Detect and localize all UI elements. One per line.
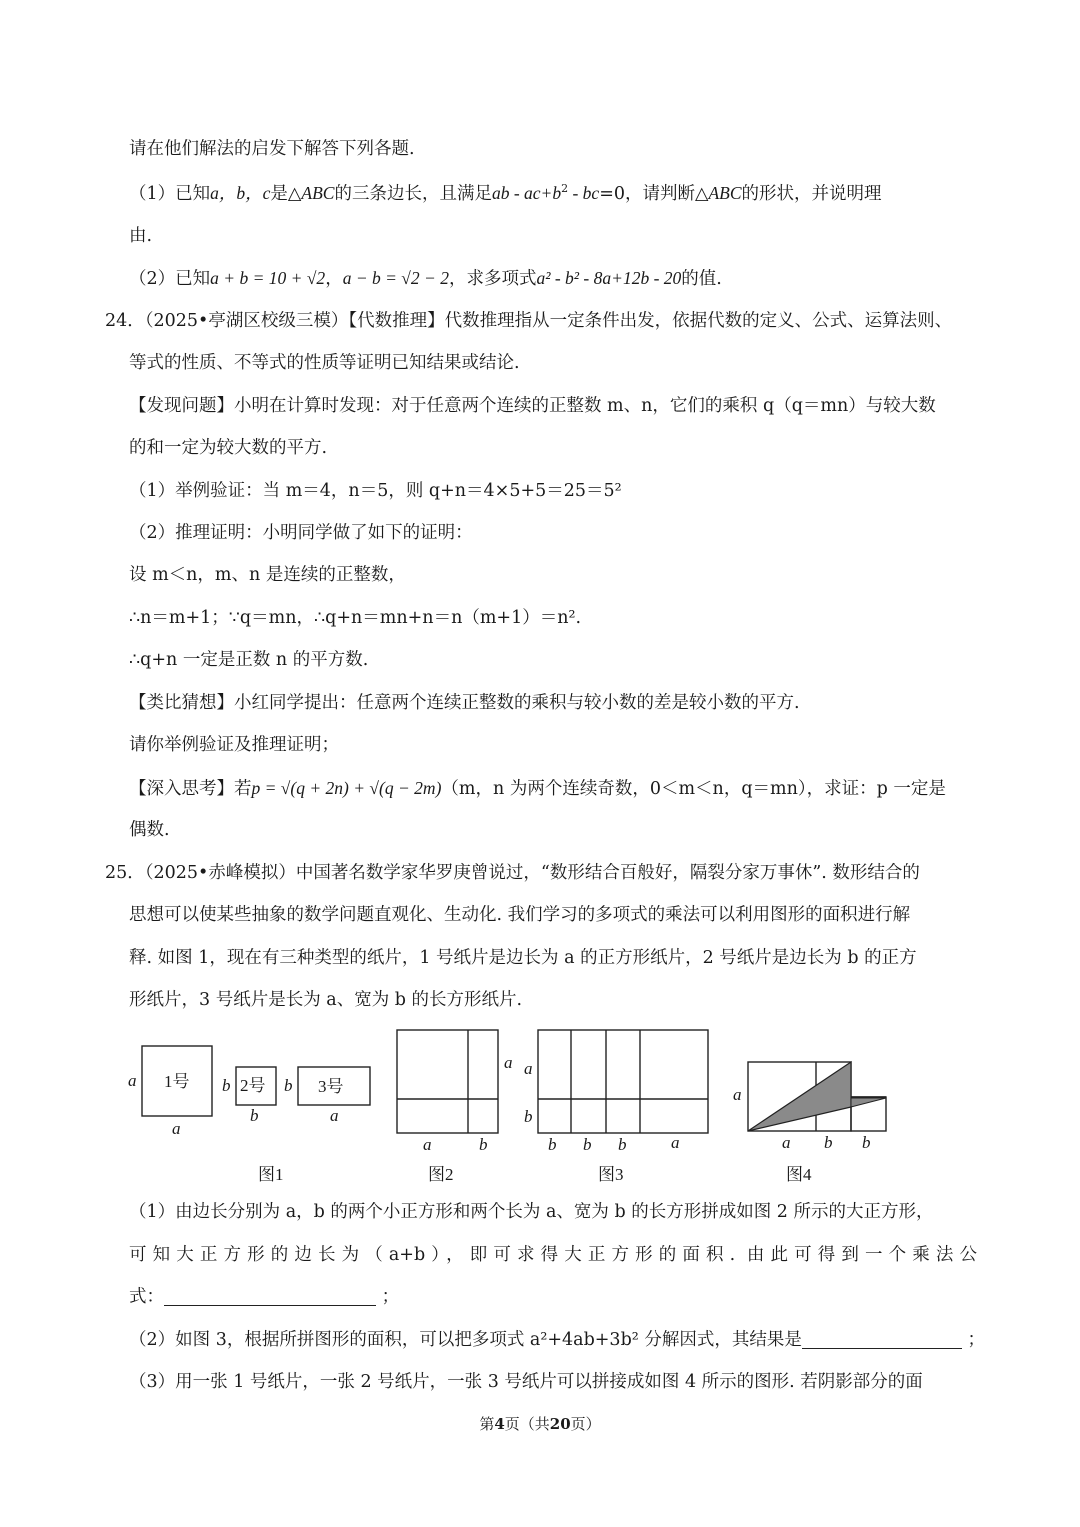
footer-mid: 页（共 [504, 1415, 550, 1433]
q23-p1-abc2: ABC [708, 183, 742, 203]
fig1-label-b-side2: b [284, 1076, 293, 1095]
q24-deep-post: （m，n 为两个连续奇数，0＜m＜n，q＝mn），求证：p 一定是 [441, 779, 946, 799]
q25-p1-end: ； [381, 1287, 400, 1307]
q23-p1-tail: 的形状，并说明理 [741, 184, 882, 204]
q25-p1-answer-blank[interactable] [164, 1287, 376, 1306]
q25-head-line3: 释. 如图 1，现在有三种类型的纸片，1 号纸片是边长为 a 的正方形纸片，2 号纸片是边长为 b 的正方 [129, 948, 917, 968]
q23-part1-line1: （1）已知a，b，c是△ABC的三条边长，且满足ab - $ac+b^2 - bc=0$，请判断△ABC的形状，并说明理 [129, 182, 882, 204]
fig3-caption: 图3 [598, 1165, 624, 1184]
q23-part2-line [129, 266, 722, 291]
fig3-big-rect [538, 1030, 708, 1133]
fig4-label-b-bottom1: b [824, 1133, 833, 1152]
footer-page-number: 4 [494, 1415, 505, 1433]
fig2-label-b-bottom: b [479, 1135, 488, 1154]
fig4-label-b-bottom2: b [862, 1133, 871, 1152]
q24-deep-formula: p = √(q + 2n) + √(q − 2m) [251, 778, 442, 798]
q25-head-line2: 思想可以使某些抽象的数学问题直观化、生动化. 我们学习的多项式的乘法可以利用图形的面积进行解 [129, 905, 911, 925]
q24-example: （1）举例验证：当 m＝4，n＝5，则 q+n＝4×5+5＝25＝5² [129, 481, 622, 501]
q23-p1-expr-b: - bc [568, 183, 600, 203]
fig4-caption: 图4 [786, 1165, 812, 1184]
q25-part3-line: （3）用一张 1 号纸片，一张 2 号纸片，一张 3 号纸片可以拼接成如图 4 所示的图形. 若阴影部分的面 [129, 1372, 923, 1392]
page-footer [0, 1413, 1080, 1434]
q25-part1-line3 [129, 1285, 399, 1309]
q24-deep-line1 [129, 776, 946, 801]
footer-post: 页） [570, 1415, 601, 1433]
q23-p2-sep: ， [325, 269, 343, 289]
fig2-label-a-bottom: a [423, 1135, 432, 1154]
q24-deep-line2: 偶数. [129, 820, 170, 840]
q23-p1-eq: =0，请判断△ [599, 184, 709, 204]
fig1-label-b-side: b [222, 1076, 231, 1095]
q23-p1-prefix: （1）已知 [129, 184, 211, 204]
fig3-label-b3: b [618, 1135, 627, 1154]
fig4-label-a-bottom: a [782, 1133, 791, 1152]
fig1-label-b-bottom: b [250, 1106, 259, 1125]
intro-line: 请在他们解法的启发下解答下列各题. [129, 139, 415, 159]
fig1-card2-label: 2号 [240, 1076, 266, 1095]
q24-guess-ask: 请你举例验证及推理证明； [129, 735, 339, 755]
q24-find-line2: 的和一定为较大数的平方. [129, 438, 328, 458]
q23-p1-abc: ABC [301, 183, 335, 203]
q25-p2-end: ； [967, 1330, 985, 1350]
q24-proof-head: （2）推理证明：小明同学做了如下的证明： [129, 523, 473, 543]
fig1-label-a-bottom: a [172, 1119, 181, 1138]
fig1-label-a-bottom2: a [330, 1106, 339, 1125]
fig3-label-b2: b [583, 1135, 592, 1154]
fig1-label-a-side: a [128, 1071, 137, 1090]
q25-figures [120, 1020, 900, 1190]
fig1-card3-label: 3号 [318, 1077, 344, 1096]
q23-p1-vars: a，b，c [210, 183, 271, 203]
footer-pre: 第 [479, 1415, 495, 1433]
q24-head-line2: 等式的性质、不等式的性质等证明已知结果或结论. [129, 353, 520, 373]
q24-head-line1: 24．（2025•亭湖区校级三模）【代数推理】代数推理指从一定条件出发，依据代数的定义、公式、运算法则、 [105, 311, 953, 331]
q23-p2-poly: a² - b² - 8a+12b - 20 [536, 268, 682, 288]
q25-head-line4: 形纸片，3 号纸片是长为 a、宽为 b 的长方形纸片. [129, 990, 523, 1010]
fig4-shaded-sliver [851, 1098, 886, 1107]
q25-p1-label: 式： [129, 1287, 164, 1307]
q25-head-line1: 25．（2025•赤峰模拟）中国著名数学家华罗庚曾说过，“数形结合百般好，隔裂分家万事休”. 数形结合的 [105, 863, 920, 883]
q23-p2-end: 的值. [681, 269, 722, 289]
fig4-shaded-triangle [748, 1062, 851, 1131]
footer-total-pages: 20 [549, 1415, 571, 1433]
q25-part2-line [129, 1328, 985, 1352]
q24-proof-line2: ∴n＝m+1；∵q＝mn，∴q+n＝mn+n＝n（m+1）＝n². [129, 608, 582, 628]
q23-p2-eq2: a − b = √2 − 2 [342, 268, 449, 288]
q25-part1-line1: （1）由边长分别为 a，b 的两个小正方形和两个长为 a、宽为 b 的长方形拼成如图 2 所示的大正方形， [129, 1202, 934, 1222]
fig2-label-a-side: a [504, 1053, 513, 1072]
fig1-caption: 图1 [258, 1165, 284, 1184]
q23-p1-mid: 是△ [270, 184, 302, 204]
q23-p2-eq1: a + b = 10 + √2 [210, 268, 326, 288]
q24-proof-line1: 设 m＜n，m、n 是连续的正整数， [129, 565, 406, 585]
fig2-caption: 图2 [428, 1165, 454, 1184]
q25-p2-text: （2）如图 3，根据所拼图形的面积，可以把多项式 a²+4ab+3b² 分解因式，其结果是 [129, 1330, 802, 1350]
q23-p1-cond: 的三条边长，且满足 [334, 184, 492, 204]
fig4-label-a-side: a [733, 1085, 742, 1104]
q24-deep-pre: 【深入思考】若 [129, 779, 252, 799]
fig1-card1-label: 1号 [164, 1072, 190, 1091]
q24-find-line1: 【发现问题】小明在计算时发现：对于任意两个连续的正整数 m、n，它们的乘积 q（q＝mn）与较大数 [129, 396, 936, 416]
fig3-label-a-bottom: a [671, 1133, 680, 1152]
q23-p2-prefix: （2）已知 [129, 269, 211, 289]
fig3-label-a-side: a [524, 1059, 533, 1078]
q24-guess: 【类比猜想】小红同学提出：任意两个连续正整数的乘积与较小数的差是较小数的平方. [129, 693, 800, 713]
q24-proof-line3: ∴q+n 一定是正数 n 的平方数. [129, 650, 369, 670]
fig2-big-square [397, 1030, 498, 1133]
q23-p2-ask: ，求多项式 [448, 269, 537, 289]
fig3-label-b1: b [548, 1135, 557, 1154]
q25-p2-answer-blank[interactable] [802, 1330, 962, 1349]
q23-p1-expr-a: ab - ac+b [491, 183, 562, 203]
q23-part1-line2: 由. [129, 226, 153, 246]
q25-part1-line2: 可知大正方形的边长为（a+b），即可求得大正方形的面积. 由此可得到一个乘法公 [129, 1245, 977, 1265]
fig3-label-b-side: b [524, 1107, 533, 1126]
